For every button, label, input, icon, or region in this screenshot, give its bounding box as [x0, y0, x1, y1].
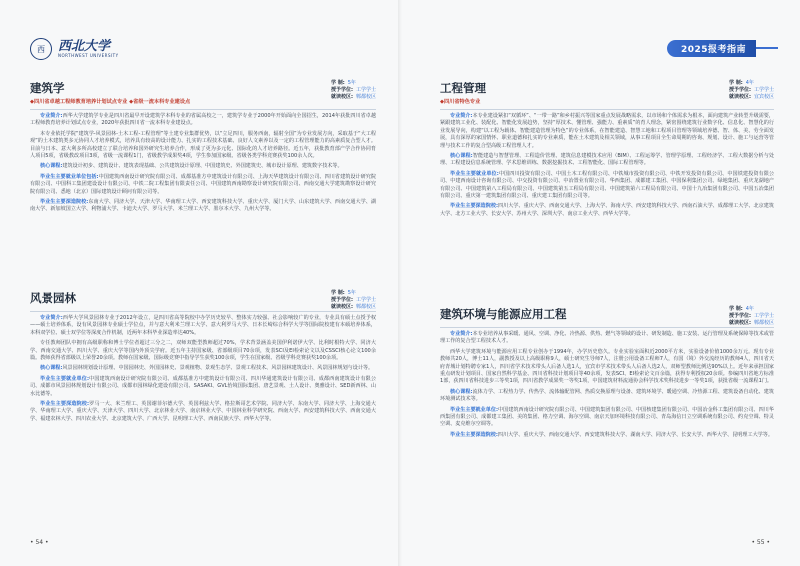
major-meta [729, 80, 774, 101]
page-number: • 55 • [751, 539, 770, 546]
meta-duration-value: 5年 [347, 80, 356, 86]
paragraph: 核心课程:智能建造与智慧管理、工程造价管理、建筑信息建模技术应用（BIM）、工程运筹学、管理学原理、工程经济学、工程大数据分析与处理、工程建设信息系统管理、学术思维训练、数据挖掘技术、工程智能化、国际工程管理等。 [440, 153, 774, 167]
meta-duration-label: 学 制: [330, 290, 345, 296]
logo-chinese: 西北大学 [58, 39, 111, 54]
meta-degree-value: 工学学士 [355, 87, 376, 93]
paragraph: 专业简介:本专业建设紧扣“双循环”、“一带一路”和乡村振兴等国家重点发展战略需求，以市场和个体需求为根本，面向建筑产业转型升级需要，紧跟建筑工业化、装配化、智能化发展趋势，坚持“厚技术、懂管理、强能力、重素质”的育人理念，紧密围绕建筑行业数字化、信息化、智慧化的行业发展导向，构建“以工程为载体、智能建造管理为特色”的专业体系，在智能建造、智慧工地和工程项目管理等领域培养德、智、体、美、劳全面发展，具有深厚的家国情怀、职业道德和扎实的专业素质，能在土木建筑及相关领域，从事工程项目全生命周期的咨询、规划、设计、施工与运营等管理与技术工作的复合型高级工程管理人才。 [440, 113, 775, 149]
meta-duration-label: 学 制: [728, 306, 743, 312]
divider [440, 109, 774, 110]
page-number: • 54 • [30, 539, 49, 546]
guide-badge: 2025报考指南 [667, 40, 756, 57]
paragraph: 核心课程:风景园林规划设计原理、中国园林史、外国园林史、景观植物、景观生态学、景观工程技术、风景园林建筑设计、风景园林规划与设计等。 [40, 365, 374, 372]
meta-degree-label: 授予学位: [330, 297, 353, 303]
paragraph: 专业简介:西华大学建筑学专业是四川省最早开设建筑学本科专业的省属高校之一，建筑学专业于2000年开始面向全国招生，2014年获批四川省卓越工程师教育培养计划试点专业，2020年获批四川省一流本科专业建设点。 [30, 113, 376, 127]
meta-duration-value: 5年 [347, 290, 356, 296]
paragraph: 毕业生主要就业单位:中国建筑西南设计研究院有限公司、成都基准方中建筑设计有限公司、四川华通建筑设计有限公司、成都西南建筑设计有限公司、成都市风景园林规划设计有限公司、成都市园林绿化建设有限公司、SASAKI、GVL怡境国际集团、唐艺景观、土人设计、奥雅设计、SED新西林、山水比德等。 [30, 375, 376, 397]
meta-duration-value: 4年 [745, 80, 754, 86]
major-tags: ◆四川省特色专业 [440, 99, 481, 105]
meta-campus-value: 宜宾校区 [753, 94, 774, 100]
paragraph: 专任教师团队中拥有高级职称和博士学位者超过三分之二，双师双能型教师超过70%，学术背景涵盖美国伊利诺伊大学、比利时根特大学、同济大学、西南交通大学、四川大学、重庆大学等国内外顶尖学府。近五年主持国家级、省部级项目70余项，发表SCI及EI检索论文以及CSSCI核心论文100余篇。教师获得省部级以上荣誉20余项。教师在国家级、国际级竞赛中指导学生获奖100余项，学生在国家级、省级学科竞赛获奖100余项。 [30, 340, 376, 362]
paragraph: 毕业生主要就业单位包括:中国建筑西南设计研究院有限公司、成都基准方中建筑设计有限公司、上海天华建筑设计有限公司、四川省建筑设计研究院有限公司、中国科工集团建设设计有限公司、中铁二院工程集团有限责任公司、中国建筑西南勘察设计研究院有限公司、西南交通大学建筑勘察设计研究院有限公司、悉地（北京）国际建筑设计顾问有限公司等。 [30, 173, 376, 195]
major-section-engineering-management [440, 80, 774, 221]
meta-campus-label: 就读校区: [330, 94, 353, 100]
meta-campus-value: 郫都校区 [355, 304, 376, 310]
university-logo [30, 38, 119, 60]
major-tags: ◆四川省卓越工程师教育培养计划试点专业 ◆省级一流本科专业建设点 [30, 99, 191, 105]
paragraph: 核心课程:流体力学、工程热力学、传热学、流体输配管网、热质交换原理与设备、建筑环境学、暖通空调、冷热源工程、建筑设备自动化、建筑环境测试技术等。 [440, 388, 774, 403]
paragraph: 毕业生主要就业单位:中国建筑西南设计研究院有限公司、中国建筑集团有限公司、中国核建集团有限公司、中国冶金科工集团有限公司、四川华西集团有限公司、成都建工集团、美的集团、格力空调、海尔空调、南京天加环境科技有限公司、青岛海信日立空调系统有限公司、约克空调、特灵空调、麦克维尔空调等。 [440, 406, 774, 428]
meta-degree-value: 工学学士 [753, 313, 774, 319]
paragraph: 专业简介:本专业培养从事采暖、通风、空调、净化、冷热源、供热、燃气等领域的设计、研发制造、施工安装、运行管理及系统保障等技术或管理工作的复合型工程技术人才。 [440, 331, 774, 345]
logo-english: NORTHWEST UNIVERSITY [58, 53, 119, 58]
meta-duration-value: 4年 [745, 306, 754, 312]
major-meta [331, 290, 376, 311]
major-title: 工程管理 [440, 81, 486, 95]
paragraph: 毕业生主要就业单位:中国四川投资有限公司、中国土木工程有限公司、中铁城市投资有限公司、中铁开发投资有限公司、中国铁建投资有限公司、中建西南设计咨询有限公司、中交投资有限公司、中冶置业有限公司、华西集团、成都建工集团、中国保利集团公司、绿地集团、重庆龙湖地产有限公司、中国建筑第八工程局有限公司、中国建筑第五工程局有限公司、中国建筑第六工程局有限公司、中国十九冶集团有限公司、中国五冶集团有限公司、重庆第一建筑集团有限公司、重庆建工集团有限公司等。 [440, 170, 774, 200]
major-section-building-environment [440, 306, 774, 442]
paragraph: 毕业生主要深造院校:罗马一大、米兰理工、英国谢菲尔德大学、英国利兹大学、格拉斯哥艺术学院、同济大学、东南大学、同济大学、上海交通大学、华南理工大学、重庆大学、天津大学、四川大学、北京林业大学、南京林业大学、中国林业科学研究院、西南大学、西安建筑科技大学、西南交通大学、福建农林大学、四川农业大学、北京建筑大学、广西大学、昆明理工大学、西南民族大学、西华大学等。 [30, 401, 376, 422]
paragraph: 专业简介:西华大学风景园林专业于2012年设立，是四川省高等院校中办学历史较早、整体实力较强、社会影响较广的专业，专业具有硕士点授予权——硕士培养体系，设有风景园林专业硕士学位点，并与意大利米兰理工大学、意大利罗马大学、日本长崎综合科学大学等国际院校建有本硕培养体系，本科双学位、硕士双学位等深度合作机制，近两年本科毕业深造率达40%。 [30, 315, 376, 336]
paragraph: 核心课程:建筑设计初步、建筑设计、建筑表现基础、公共建筑设计原理、中国建筑史、外国建筑史、城市设计原理、建筑数字技术等。 [40, 163, 343, 170]
divider [30, 311, 376, 312]
meta-campus-label: 就读校区: [728, 320, 751, 326]
meta-campus-label: 就读校区: [330, 304, 353, 310]
meta-duration-label: 学 制: [728, 80, 743, 86]
major-section-architecture [30, 80, 376, 217]
meta-campus-value: 郫都校区 [753, 320, 774, 326]
major-title: 建筑学 [30, 81, 65, 95]
meta-degree-label: 授予学位: [728, 313, 751, 319]
major-meta [331, 80, 376, 101]
paragraph: 本专业依托学院“建筑学-风景园林-土木工程-工程管理”等土建专业集群优势，以“立足四川，服务西南，辐射全国”为专业发展方向，采取基于“大工程观”的土木建筑类多元协同人才培养模式，培养具有较高的设计能力、扎实的工程技术基础、良好人文素养以及一定的工程管理能力的高素质复合型人才。目前与日本、意大利多所高校建立了联合培养和国外研究生培养合作，形成了更为多元化、国际化的人才培养路径。近五年，获批教育部产学合作协同育人项目5项，省级教改项目3项，省级一流课程1门，省级教学成果奖4项，学生参加国家级、省级各类学科竞赛获奖100余人次。 [30, 130, 376, 160]
divider [440, 327, 774, 328]
meta-degree-value: 工学学士 [355, 297, 376, 303]
major-meta [729, 306, 774, 327]
major-title: 风景园林 [30, 291, 76, 305]
meta-degree-label: 授予学位: [728, 87, 751, 93]
meta-degree-label: 授予学位: [330, 87, 353, 93]
meta-campus-label: 就读校区: [728, 94, 751, 100]
right-page [400, 0, 800, 566]
meta-duration-label: 学 制: [330, 80, 345, 86]
guide-line [756, 47, 778, 49]
paragraph: 毕业生主要深造院校:四川大学、重庆大学、西南交通大学、西安建筑科技大学、湖南大学、同济大学、长安大学、西华大学、昆明理工大学等。 [450, 431, 773, 438]
major-title: 建筑环境与能源应用工程 [440, 307, 567, 321]
paragraph: 西华大学建筑环境与能源应用工程专业创办于1994年，办学历史悠久。专业实验室面积近2000平方米，实验设备价值1000余万元。现有专业教师共20人，博士11人，副教授及以上高级职称9人，硕士研究生导师7人，注册公用设备工程师7人，有国（境）外交流经历的教师4人，四川省天府青城计划特聘专家1人，四川省学术技术带头人后备人选1人，宜宾市学术技术带头人后备人选2人，双师型教师比例达90%以上。近年来承担国家重点研发计划项目、国家自然科学基金、四川省科技计划项目等40余项，发表SCI、EI检索论文百余篇，获得专利授权20余项。参编四川省地方标准1部，获四川省科技进步三等奖1项，四川省教学成果奖一等奖1项，中国建筑材料流通协会科学技术奖科技进步一等奖1项，获批省级一流课程1门。 [440, 348, 774, 385]
divider [30, 109, 376, 110]
major-section-landscape [30, 290, 376, 426]
meta-degree-value: 工学学士 [753, 87, 774, 93]
paragraph: 毕业生主要深造院校:东南大学、同济大学、天津大学、华南理工大学、西安建筑科技大学、重庆大学、厦门大学、山东建筑大学、西南交通大学、湖南大学、新加坡国立大学、利物浦大学、卡迪夫大学、罗马大学、米兰理工大学、墨尔本大学、九州大学等。 [30, 199, 376, 213]
guide-header [667, 40, 778, 56]
university-seal-icon: 西 [30, 38, 52, 60]
meta-campus-value: 郫都校区 [355, 94, 376, 100]
paragraph: 毕业生主要深造院校:四川大学、重庆大学、西南交通大学、上海大学、海南大学、西安建筑科技大学、西南石油大学、成都理工大学、北京建筑大学、北方工业大学、长安大学、苏州大学、深圳大学、南京工业大学、西华大学等。 [440, 203, 774, 217]
